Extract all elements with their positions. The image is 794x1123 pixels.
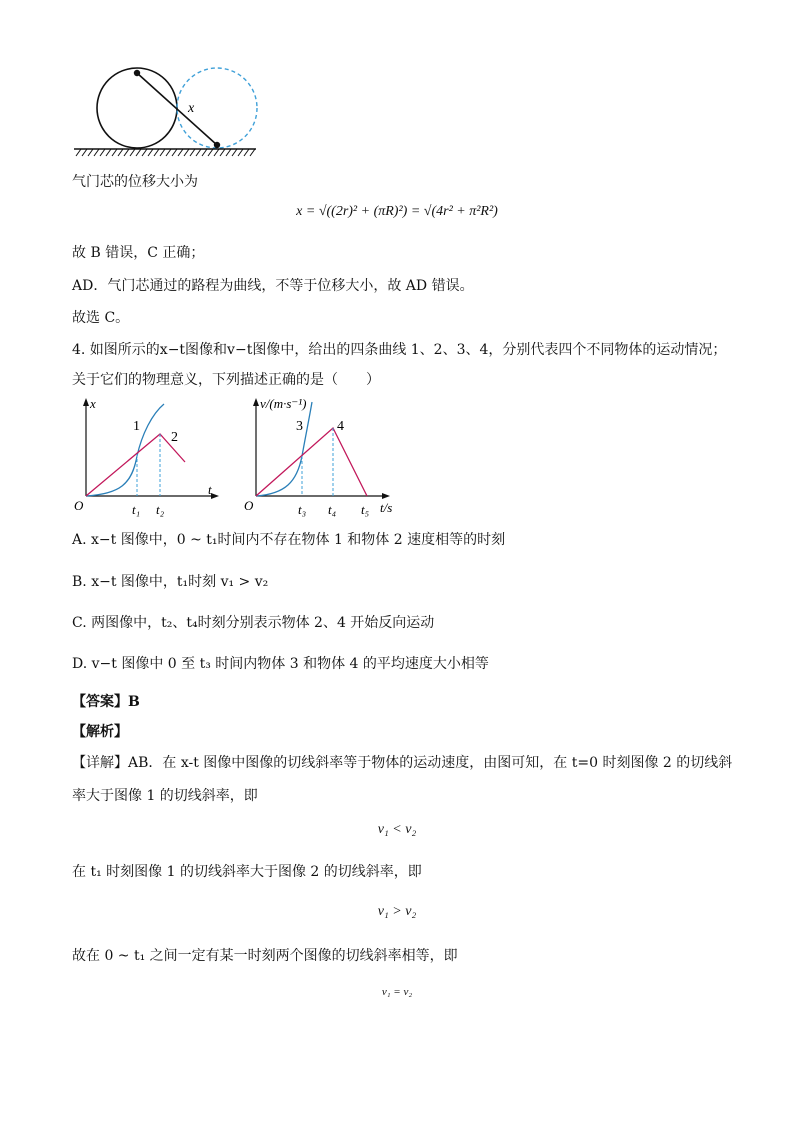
option-b: B. x−t 图像中，t₁时刻 v₁ > v₂ [72,574,269,590]
formula-displacement: x = √((2r)² + (πR)²) = √(4r² + π²R²) [296,204,498,219]
text-b-wrong: 故 B 错误，C 正确； [72,245,205,261]
option-a: A. x−t 图像中，0 ~ t₁时间内不存在物体 1 和物体 2 速度相等的时刻 [72,532,506,548]
hatch-mark [244,149,249,156]
hatch-mark [118,149,123,156]
displacement-line [137,73,217,145]
equation-v1-eq-v2: v₁ = v₂ [381,986,413,998]
hatch-mark [82,149,87,156]
xt-curve-1 [86,404,164,496]
vt-curve-3 [256,402,312,496]
hatch-mark [160,149,165,156]
xt-origin-label: O [74,498,84,513]
hatch-mark [94,149,99,156]
detail-line-2: 率大于图像 1 的切线斜率，即 [72,788,258,804]
xt-tick-t2: t₂ [156,502,165,517]
hatch-mark [76,149,81,156]
hatch-mark [88,149,93,156]
hatch-mark [214,149,219,156]
hatch-mark [178,149,183,156]
vt-tick-t5: t₅ [361,502,370,517]
xt-curve-1-label: 1 [133,419,140,434]
hatch-mark [106,149,111,156]
valve-end-dot [214,142,220,148]
hatch-mark [208,149,213,156]
hatch-mark [166,149,171,156]
hatch-mark [196,149,201,156]
vt-tick-t3: t₃ [298,502,307,517]
xt-x-arrow [211,493,219,499]
xt-y-arrow [83,398,89,406]
hatch-mark [172,149,177,156]
xt-graph [70,394,230,520]
hatch-mark [130,149,135,156]
detail-line-3: 在 t₁ 时刻图像 1 的切线斜率大于图像 2 的切线斜率，即 [72,864,422,880]
question-4-line-2: 关于它们的物理意义，下列描述正确的是（ ） [72,372,380,388]
vt-line-4 [256,428,367,496]
equation-v1-gt-v2: v₁ > v₂ [377,904,417,919]
hatch-mark [142,149,147,156]
xt-curve-2-label: 2 [171,430,178,445]
vt-y-arrow [253,398,259,406]
text-displacement: 气门芯的位移大小为 [72,174,198,190]
text-ad: AD．气门芯通过的路程为曲线，不等于位移大小，故 AD 错误。 [72,278,474,294]
vt-curve-4-label: 4 [337,419,344,434]
question-4-line-1: 4. 如图所示的x−t图像和v−t图像中，给出的四条曲线 1、2、3、4，分别代表四个不同物体的运动情况； [72,342,727,358]
vt-x-label: t/s [380,500,393,515]
detail-line-1: 【详解】AB．在 x-t 图像中图像的切线斜率等于物体的运动速度，由图可知，在 t=0 时刻图像 2 的切线斜 [72,755,733,771]
vt-origin-label: O [244,498,254,513]
hatch-mark [148,149,153,156]
answer-label: 【答案】B [72,694,140,710]
analysis-label: 【解析】 [72,724,128,740]
detail-line-4: 故在 0 ~ t₁ 之间一定有某一时刻两个图像的切线斜率相等，即 [72,948,458,964]
hatch-mark [100,149,105,156]
hatch-mark [184,149,189,156]
option-d: D. v−t 图像中 0 至 t₃ 时间内物体 3 和物体 4 的平均速度大小相等 [72,656,489,672]
hatch-mark [250,149,255,156]
hatch-mark [124,149,129,156]
equation-v1-lt-v2: v₁ < v₂ [377,822,417,837]
vt-tick-t4: t₄ [328,502,337,517]
hatch-mark [232,149,237,156]
valve-start-dot [134,70,140,76]
vt-x-arrow [382,493,390,499]
option-c: C. 两图像中，t₂、t₄时刻分别表示物体 2、4 开始反向运动 [72,615,435,631]
rolling-wheel-figure [70,64,270,160]
hatch-mark [202,149,207,156]
hatch-mark [154,149,159,156]
xt-tick-t1: t₁ [132,502,141,517]
hatch-mark [220,149,225,156]
ground-hatching [76,149,255,156]
vt-y-label: v/(m·s⁻¹) [260,396,307,411]
hatch-mark [112,149,117,156]
hatch-mark [190,149,195,156]
xt-x-label: t [208,482,212,497]
hatch-mark [136,149,141,156]
text-choose-c: 故选 C。 [72,310,130,326]
wheel-initial-circle [97,68,177,148]
displacement-label: x [188,101,195,116]
hatch-mark [238,149,243,156]
xt-y-label: x [90,396,96,411]
vt-curve-3-label: 3 [296,419,303,434]
hatch-mark [226,149,231,156]
vt-graph [240,394,410,520]
